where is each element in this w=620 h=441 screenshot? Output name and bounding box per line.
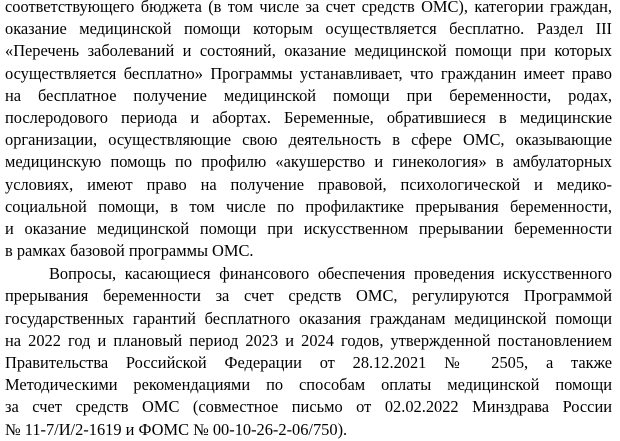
text-line: Методическими рекомендациями по способам оплаты медицинской помощи xyxy=(5,375,612,395)
text-line: на бесплатное получение медицинской помощи при беременности, родах, xyxy=(5,85,612,105)
text-line: за счет средств ОМС (совместное письмо от 02.02.2022 Минздрава России xyxy=(5,397,612,417)
text-line: медицинскую помощь по профилю «акушерство и гинекология» в амбулаторных xyxy=(5,152,612,172)
text-line: условиях, имеют право на получение правовой, психологической и медико- xyxy=(5,174,612,194)
text-line: социальной помощи, в том числе по профилактике прерывания беременности, xyxy=(5,196,612,216)
text-line: прерывания беременности за счет средств ОМС, регулируются Программой xyxy=(5,286,612,306)
text-line: «Перечень заболеваний и состояний, оказание медицинской помощи при которых xyxy=(5,41,612,61)
text-line: на 2022 год и плановый период 2023 и 2024 годов, утвержденной постановлением xyxy=(5,330,612,350)
paragraph-2 xyxy=(5,263,612,441)
document-body xyxy=(5,0,612,441)
text-line: организации, осуществляющие свою деятельность в сфере ОМС, оказывающие xyxy=(5,130,612,150)
text-line: осуществляется бесплатно» Программы устанавливает, что гражданин имеет право xyxy=(5,63,612,83)
text-line: в рамках базовой программы ОМС. xyxy=(5,241,254,261)
text-line: Правительства Российской Федерации от 28.12.2021 № 2505, а также xyxy=(5,353,612,372)
paragraph-1 xyxy=(5,0,612,262)
text-line: государственных гарантий бесплатного оказания гражданам медицинской помощи xyxy=(5,308,612,328)
text-line: Вопросы, касающиеся финансового обеспечения проведения искусственного xyxy=(49,264,612,284)
text-line: соответствующего бюджета (в том числе за счет средств ОМС), категории граждан, xyxy=(5,0,612,16)
text-line: № 11-7/И/2-1619 и ФОМС № 00-10-26-2-06/750). xyxy=(5,419,348,439)
text-line: оказание медицинской помощи которым осуществляется бесплатно. Раздел III xyxy=(5,19,612,39)
text-line: послеродового периода и абортах. Беременные, обратившиеся в медицинские xyxy=(5,107,612,127)
text-line: и оказание медицинской помощи при искусственном прерывании беременности xyxy=(5,218,612,238)
